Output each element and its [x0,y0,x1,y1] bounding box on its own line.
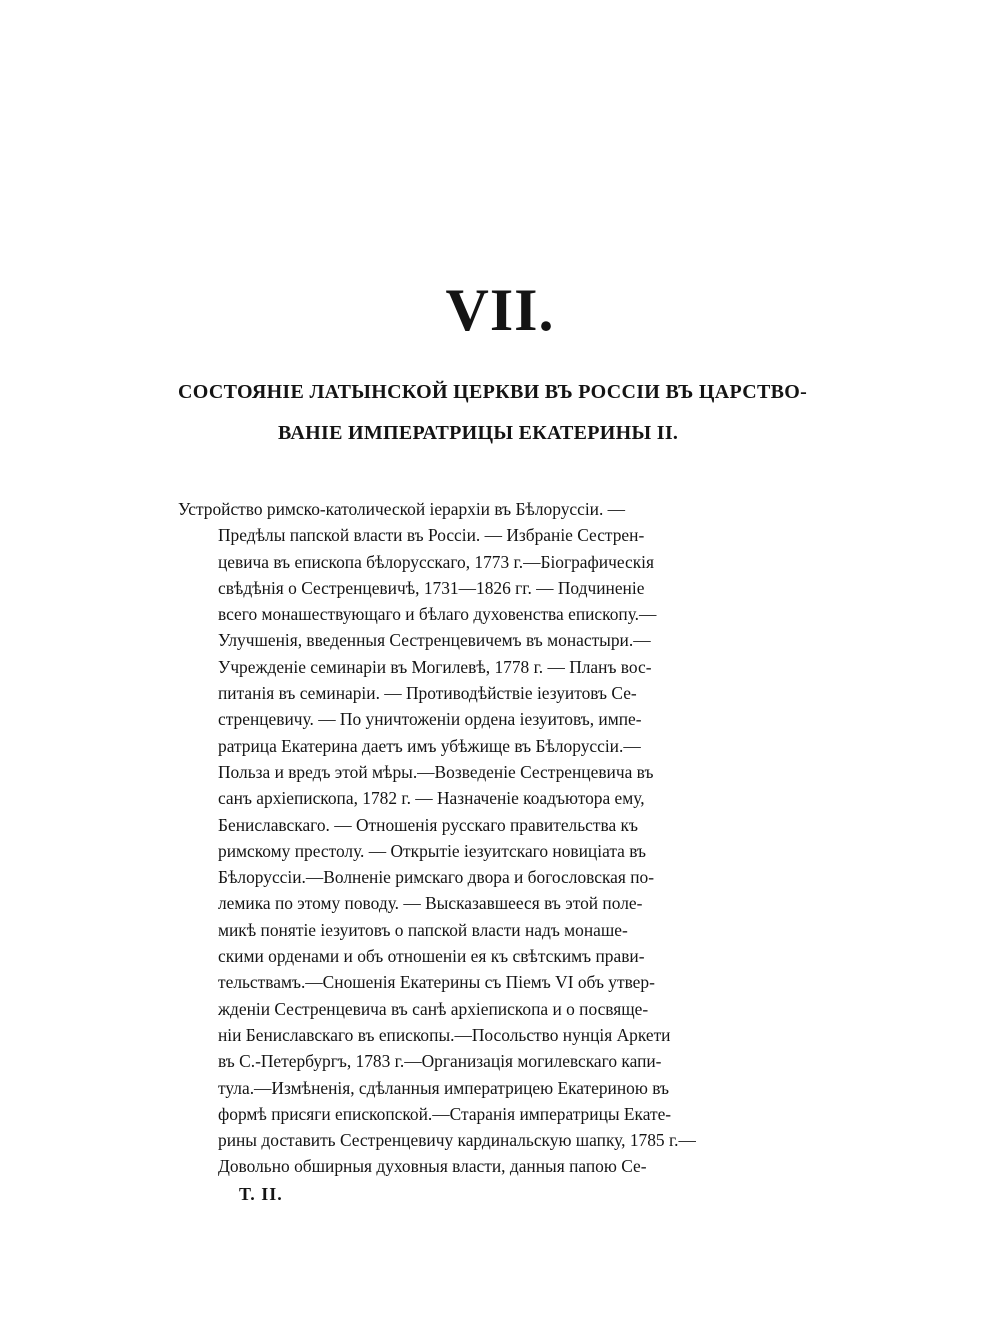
summary-line: римскому престолу. — Открытіе іезуитскаго новиціата въ [218,840,646,861]
chapter-title-line: СОСТОЯНІЕ ЛАТЫНСКОЙ ЦЕРКВИ ВЪ РОССІИ ВЪ ЦАРСТВО- [178,381,808,403]
chapter-title-line: ВАНІЕ ИМПЕРАТРИЦЫ ЕКАТЕРИНЫ II. [278,422,679,444]
summary-line: микѣ понятіе іезуитовъ о папской власти надъ монаше- [218,919,628,940]
summary-line: Довольно обширныя духовныя власти, данныя папою Се- [218,1156,647,1177]
volume-signature: Т. II. [239,1184,283,1204]
summary-line: рины доставить Сестренцевичу кардинальскую шапку, 1785 г.— [218,1130,696,1151]
summary-line: Бѣлоруссіи.—Волненіе римскаго двора и богословская по- [218,867,655,888]
summary-line: всего монашествующаго и бѣлаго духовенства епископу.— [218,604,657,625]
summary-line: санъ архіепископа, 1782 г. — Назначеніе коадъютора ему, [218,788,645,809]
summary-line: Устройство римско-католической іерархіи въ Бѣлоруссіи. — [178,499,626,519]
chapter-title [170,372,830,454]
summary-line: питанія въ семинаріи. — Противодѣйствіе іезуитовъ Се- [218,683,637,704]
summary-line: скими орденами и объ отношеніи ея къ свѣтскимъ прави- [218,946,645,967]
summary-line: ніи Бениславскаго въ епископы.—Посольство нунція Аркети [218,1024,671,1045]
summary-line: ратрица Екатерина даетъ имъ убѣжище въ Бѣлоруссіи.— [218,735,641,756]
chapter-summary [172,496,802,1180]
summary-line: Улучшенія, введенныя Сестренцевичемъ въ монастыри.— [218,630,651,651]
summary-line: цевича въ епископа бѣлорусскаго, 1773 г.—Біографическія [218,551,654,572]
summary-line: стренцевичу. — По уничтоженіи ордена іезуитовъ, импе- [218,709,642,730]
summary-line: жденіи Сестренцевича въ санѣ архіепископа и о посвяще- [218,998,649,1019]
summary-line: тельствамъ.—Сношенія Екатерины съ Піемъ VI объ утвер- [218,972,655,993]
summary-line: тула.—Измѣненія, сдѣланныя императрицею Екатериною въ [218,1077,669,1098]
summary-line: лемика по этому поводу. — Высказавшееся въ этой поле- [218,893,643,914]
summary-line: Польза и вредъ этой мѣры.—Возведеніе Сестренцевича въ [218,761,654,782]
summary-line: Бениславскаго. — Отношенія русскаго правительства къ [218,814,638,835]
summary-line: свѣдѣнія о Сестренцевичѣ, 1731—1826 гг. — Подчиненіе [218,577,645,598]
summary-line: формѣ присяги епископской.—Старанія императрицы Екате- [218,1103,672,1124]
summary-line: Учрежденіе семинаріи въ Могилевѣ, 1778 г. — Планъ вос- [218,656,652,677]
summary-line: Предѣлы папской власти въ Россіи. — Избраніе Сестрен- [218,525,645,546]
summary-line: въ С.-Петербургъ, 1783 г.—Организація могилевскаго капи- [218,1051,662,1072]
chapter-number: VII. [445,277,555,343]
